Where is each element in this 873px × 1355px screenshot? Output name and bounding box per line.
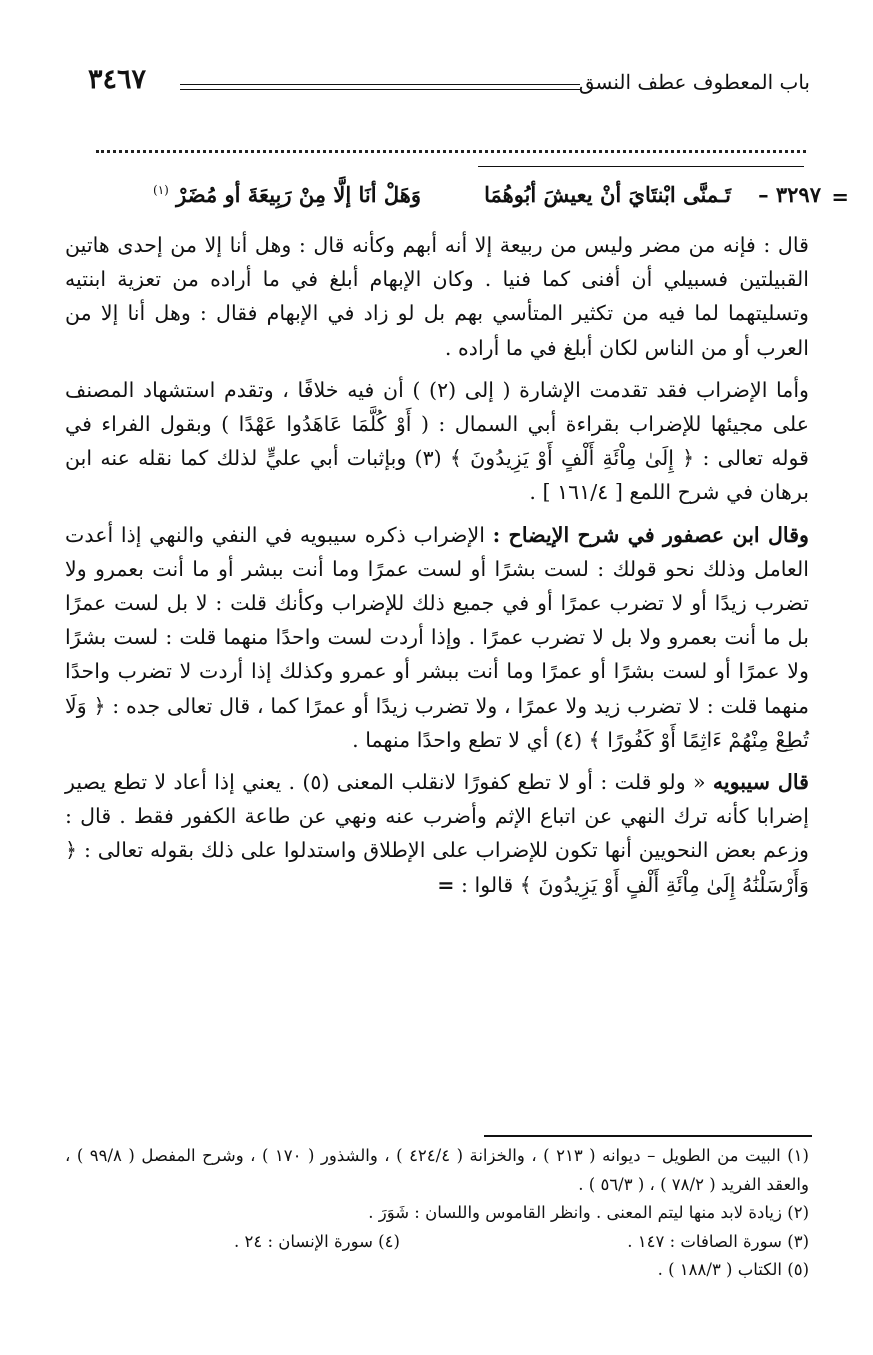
paragraph-4 — [65, 765, 809, 902]
footnotes — [65, 1142, 809, 1285]
dotted-separator — [96, 150, 806, 155]
verse-second-hemistich — [153, 182, 421, 207]
continuation-rule — [478, 166, 804, 167]
header-double-rule — [180, 84, 580, 90]
verse-footnote-ref: (١) — [153, 183, 169, 197]
page-number: ٣٤٦٧ — [88, 64, 147, 95]
chapter-title: باب المعطوف عطف النسق — [578, 70, 810, 94]
paragraph-3-text: الإضراب ذكره سيبويه في النفي والنهي إذا أعدت العامل وذلك نحو قولك : لست بشرًا أو لست عمرًا وما أنت ببشر أو ما أنت بعمرو ولا تضرب زيدًا أو لا تضرب عمرًا أو في جميع ذلك للإضراب وكأنك قلت : لا بل لست عمرًا بل ما أنت بعمرو ولا بل لا تضرب عمرًا . وإذا أردت لست واحدًا منهما قلت : لست بشرًا ولا عمرًا أو لست بشرًا أو عمرًا وما أنت ببشر أو عمرو وكذلك إذا أردت لا تضرب واحدًا منهما قلت : لا تضرب زيد ولا عمرًا ، ولا تضرب زيدًا أو عمرًا كما ، قال تعالى جده : ﴿ وَلَا تُطِعْ مِنْهُمْ ءَاثِمًا أَوْ كَفُورًا ﴾ (٤) أي لا تطع واحدًا منهما . — [65, 522, 809, 752]
footnote-3: (٣) سورة الصافات : ١٤٧ . — [627, 1231, 809, 1251]
paragraph-4-text: « ولو قلت : أو لا تطع كفورًا لانقلب المعنى (٥) . يعني إذا أعاد لا تطع يصير إضرابا كأنه ترك النهي عن اتباع الإثم وأضرب عنه ونهي عن طاعة الكفور فقط . قال : وزعم بعض النحويين أنها تكون للإضراب على الإطلاق واستدلوا على ذلك بقوله تعالى : ﴿ وَأَرْسَلْنَٰهُ إِلَىٰ مِاْئَةِ أَلْفٍ أَوْ يَزِيدُونَ ﴾ قالوا : — [65, 770, 809, 897]
continuation-mark: = — [831, 184, 849, 209]
footnote-2: (٢) زيادة لابد منها ليتم المعنى . وانظر القاموس واللسان : شَوَرَ . — [368, 1203, 809, 1223]
paragraph-4-continuation: = — [437, 872, 455, 897]
paragraph-1 — [65, 228, 809, 365]
footnote-5: (٥) الكتاب ( ١٨٨/٣ ) . — [657, 1260, 809, 1280]
paragraph-4-lead: قال سيبويه — [712, 770, 809, 795]
verse-second-text: وَهَلْ أنَا إلَّا مِنْ رَبِيعَةَ أو مُضَرْ — [176, 182, 421, 207]
footnote-4: (٤) سورة الإنسان : ٢٤ . — [234, 1231, 400, 1251]
running-header — [88, 66, 810, 106]
verse-number: ٣٢٩٧ – — [758, 182, 821, 207]
verse-first-hemistich: تَـمنَّى ابْنتَايَ أنْ يعيشَ أبُوهُمَا — [484, 182, 731, 207]
footnote-rule — [484, 1135, 812, 1137]
footnote-row-3-4 — [234, 1228, 809, 1257]
paragraph-2-text: وأما الإضراب فقد تقدمت الإشارة ( إلى (٢) ) أن فيه خلافًا ، وتقدم استشهاد المصنف على مجيئها للإضراب بقراءة أبي السمال : ( أَوْ كُلَّمَا عَاهَدُوا عَهْدًا ) وبقول الفراء في قوله تعالى : ﴿ إِلَىٰ مِاْئَةِ أَلْفٍ أَوْ يَزِيدُونَ ﴾ (٣) وبإثبات أبي عليٍّ لذلك كما نقله عنه ابن برهان في شرح اللمع [ ١٦١/٤ ] . — [65, 377, 810, 505]
paragraph-2 — [65, 373, 809, 510]
paragraph-3-lead: وقال ابن عصفور في شرح الإيضاح : — [492, 522, 809, 547]
paragraph-3 — [65, 518, 809, 757]
paragraph-1-text: قال : فإنه من مضر وليس من ربيعة إلا أنه أبهم وكأنه قال : وهل أنا إلا من إحدى هاتين القبيلتين فسبيلي أن أفنى كما فنيا . وكان الإبهام أبلغ في ما أراده من تعزية ابنتيه وتسليتهما لما فيه من تكثير المتأسي بهم بل لو زاد في الإبهام فقال : وهل أنا إلا من العرب أو من الناس لكان أبلغ في ما أراده . — [65, 233, 809, 360]
verse-line — [59, 178, 849, 222]
footnote-1: (١) البيت من الطويل – ديوانه ( ٢١٣ ) ، والخزانة ( ٤٢٤/٤ ) ، والشذور ( ١٧٠ ) ، وشرح المفصل ( ٩٩/٨ ) ، والعقد الفريد ( ٧٨/٢ ) ، ( ٥٦/٣ ) . — [65, 1146, 809, 1194]
main-text — [65, 228, 809, 910]
